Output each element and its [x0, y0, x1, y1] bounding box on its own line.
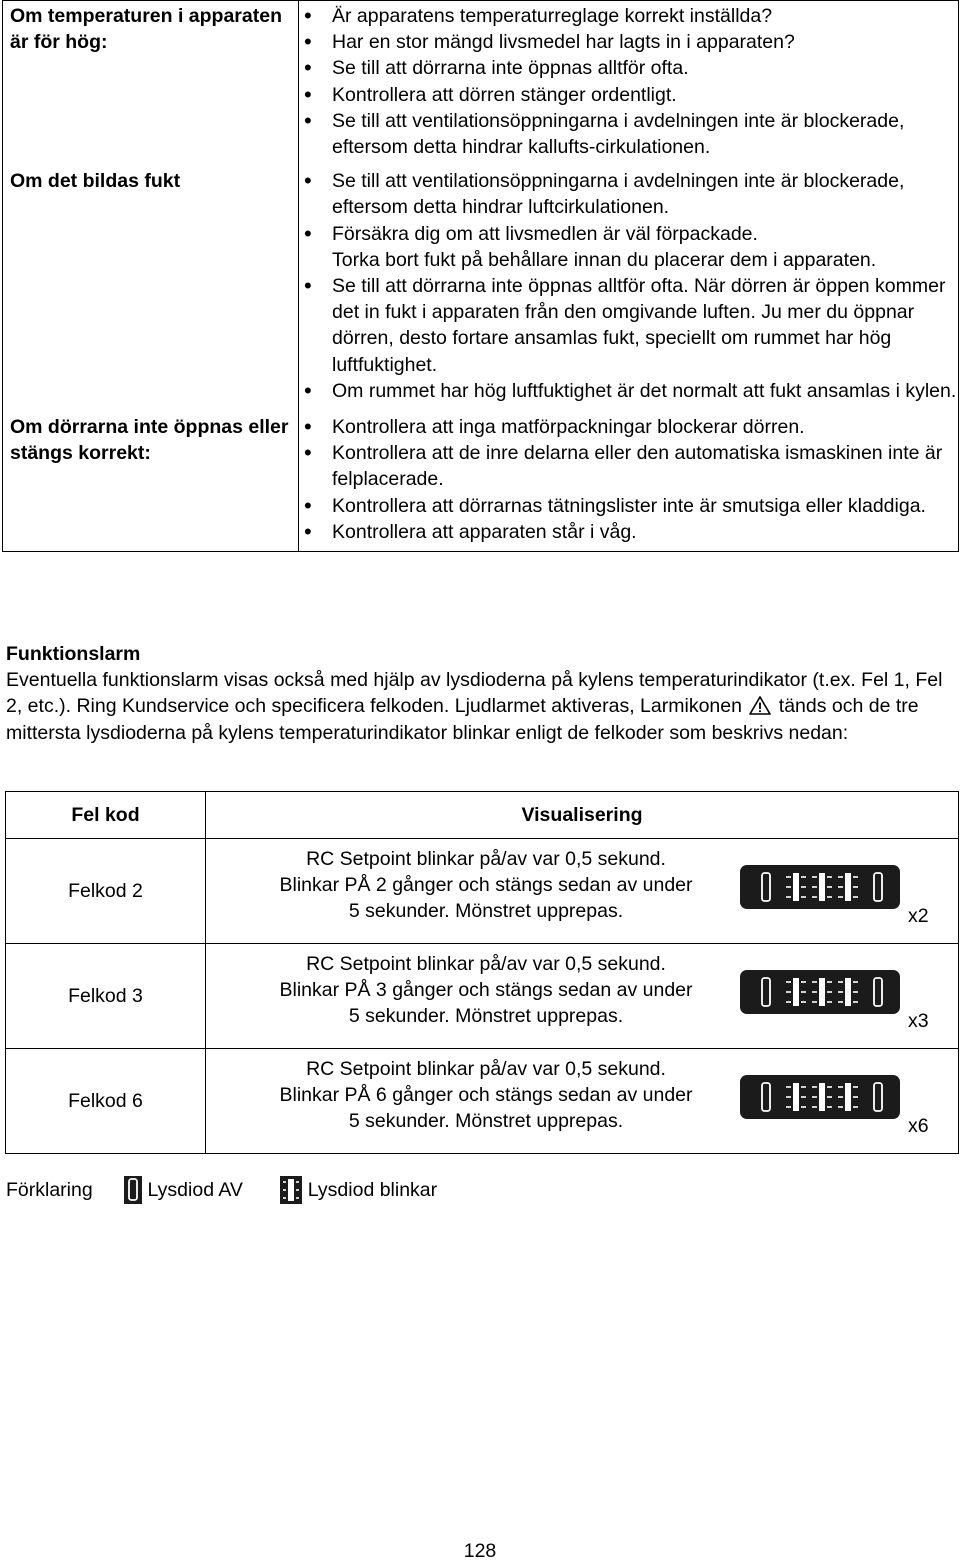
- legend: [6, 1176, 437, 1204]
- list-item: • Försäkra dig om att livsmedlen är väl förpackade.: [299, 221, 958, 247]
- description-line: 5 sekunder. Mönstret upprepas.: [348, 1110, 624, 1133]
- led-off-icon: [762, 978, 770, 1006]
- description: [206, 951, 766, 1030]
- table-row: [6, 839, 959, 944]
- description: [206, 1056, 766, 1135]
- action-list: [299, 168, 958, 404]
- led-display-panel: [740, 970, 900, 1014]
- alarm-paragraph: [6, 667, 951, 746]
- led-off-icon: [762, 873, 770, 901]
- led-blink-icon: [786, 1083, 806, 1111]
- led-blink-icon: [786, 978, 806, 1006]
- led-off-icon: [874, 978, 882, 1006]
- description: [206, 846, 766, 925]
- list-item: • Se till att ventilationsöppningarna i avdelningen inte är blockerade, eftersom detta hindrar kallufts-cirkulationen.: [299, 108, 958, 160]
- led-row: [740, 970, 900, 1014]
- description-line: 5 sekunder. Mönstret upprepas.: [348, 900, 624, 923]
- led-blink-icon: [838, 978, 858, 1006]
- led-blink-icon: [812, 1083, 832, 1111]
- description-line: 5 sekunder. Mönstret upprepas.: [348, 1005, 624, 1028]
- list-item: • Är apparatens temperaturreglage korrekt inställda?: [299, 3, 958, 29]
- legend-blink-label: Lysdiod blinkar: [307, 1179, 438, 1201]
- description-line: Blinkar PÅ 2 gånger och stängs sedan av under: [279, 874, 693, 897]
- repeat-count: x2: [908, 905, 929, 927]
- led-off-icon: [762, 1083, 770, 1111]
- error-code-table: [5, 791, 959, 1154]
- led-row: [740, 1075, 900, 1119]
- led-blink-icon: [838, 1083, 858, 1111]
- description-line: Blinkar PÅ 6 gånger och stängs sedan av under: [279, 1084, 693, 1107]
- led-blink-icon: [280, 1176, 302, 1204]
- list-item: • Om rummet har hög luftfuktighet är det normalt att fukt ansamlas i kylen.: [299, 378, 958, 404]
- list-item: Torka bort fukt på behållare innan du placerar dem i apparaten.: [332, 248, 877, 271]
- list-item: • Kontrollera att dörren stänger ordentligt.: [299, 82, 958, 108]
- led-blink-icon: [786, 873, 806, 901]
- warning-icon: [749, 696, 771, 715]
- led-blink-icon: [812, 873, 832, 901]
- condition-label: Om det bildas fukt: [3, 166, 299, 410]
- action-list: [299, 414, 958, 545]
- description-line: RC Setpoint blinkar på/av var 0,5 sekund.: [306, 1058, 666, 1080]
- led-blink-icon: [812, 978, 832, 1006]
- list-item: • Se till att dörrarna inte öppnas alltför ofta. När dörren är öppen kommer det in fukt i apparaten från den omgivande luften. Ju mer du öppnar dörren, desto fortare ansamlas fukt, speciellt om rummet har hög luftfuktighet.: [299, 273, 958, 378]
- led-off-icon: [874, 873, 882, 901]
- condition-label: Om temperaturen i apparaten är för hög:: [3, 1, 299, 167]
- page-number: 128: [463, 1540, 497, 1562]
- column-header: Visualisering: [206, 792, 959, 839]
- led-off-icon: [874, 1083, 882, 1111]
- list-item: • Kontrollera att de inre delarna eller den automatiska ismaskinen inte är felplacerade.: [299, 440, 958, 492]
- para-text: tänds och de tre mittersta lysdioderna på kylens temperaturindikator blinkar enligt de felkoder som beskrivs nedan:: [6, 695, 919, 744]
- led-row: [740, 865, 900, 909]
- error-code: Felkod 2: [6, 839, 206, 944]
- list-item: • Har en stor mängd livsmedel har lagts in i apparaten?: [299, 29, 958, 55]
- led-display-panel: [740, 1075, 900, 1119]
- table-row: [6, 1049, 959, 1154]
- description-line: RC Setpoint blinkar på/av var 0,5 sekund.: [306, 953, 666, 975]
- table-row: [6, 944, 959, 1049]
- list-item: • Kontrollera att inga matförpackningar blockerar dörren.: [299, 414, 958, 440]
- list-item: • Se till att dörrarna inte öppnas alltför ofta.: [299, 55, 958, 81]
- alarm-section: [6, 641, 951, 746]
- repeat-count: x3: [908, 1010, 929, 1032]
- legend-off-label: Lysdiod AV: [147, 1179, 243, 1201]
- legend-label: Förklaring: [6, 1179, 93, 1201]
- error-code: Felkod 3: [6, 944, 206, 1049]
- led-blink-icon: [838, 873, 858, 901]
- led-display-panel: [740, 865, 900, 909]
- error-code: Felkod 6: [6, 1049, 206, 1154]
- condition-label: Om dörrarna inte öppnas eller stängs korrekt:: [3, 410, 299, 552]
- list-item: • Se till att ventilationsöppningarna i avdelningen inte är blockerade, eftersom detta hindrar luftcirkulationen.: [299, 168, 958, 220]
- repeat-count: x6: [908, 1115, 929, 1137]
- section-heading: Funktionslarm: [6, 643, 141, 665]
- action-list: [299, 3, 958, 160]
- para-text: Eventuella funktionslarm visas också med hjälp av lysdioderna på kylens temperaturindikator (t.ex. Fel 1, Fel 2, etc.). Ring Kundservice och specificera felkoden. Ljudlarmet aktiveras, Larmikonen: [6, 669, 943, 718]
- list-item: • Kontrollera att apparaten står i våg.: [299, 519, 958, 545]
- led-off-icon: [124, 1176, 142, 1204]
- column-header: Fel kod: [6, 792, 206, 839]
- troubleshooting-table: [2, 0, 959, 552]
- description-line: Blinkar PÅ 3 gånger och stängs sedan av under: [279, 979, 693, 1002]
- list-item: • Kontrollera att dörrarnas tätningslister inte är smutsiga eller kladdiga.: [299, 493, 958, 519]
- description-line: RC Setpoint blinkar på/av var 0,5 sekund.: [306, 848, 666, 870]
